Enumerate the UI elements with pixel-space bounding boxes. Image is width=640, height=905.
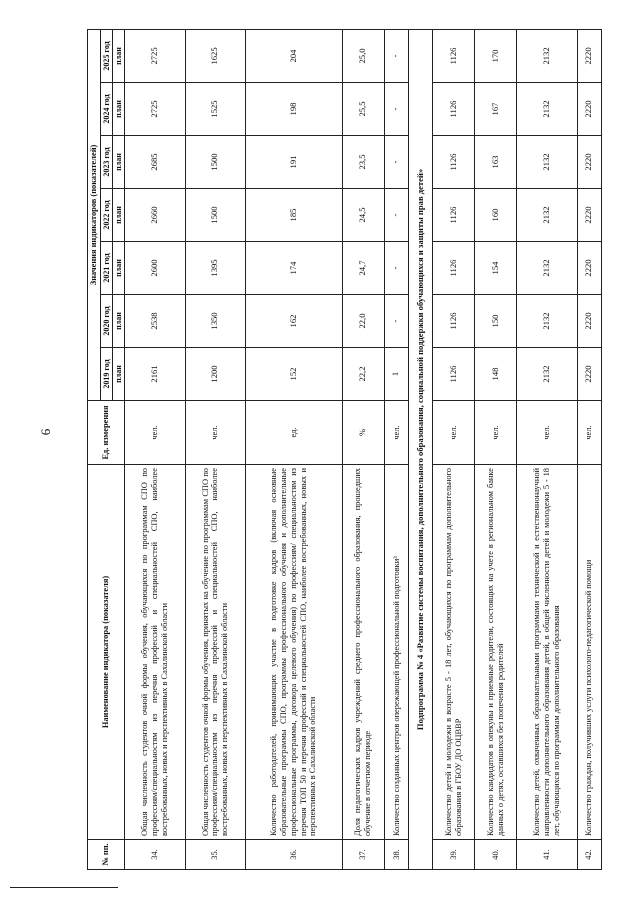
table-row	[245, 29, 342, 869]
indicator-value: 163	[475, 136, 517, 189]
row-number: 39.	[433, 840, 475, 870]
indicator-unit: чел.	[433, 401, 475, 465]
indicator-value: 2132	[517, 29, 577, 82]
indicator-value: 1500	[185, 136, 245, 189]
indicator-value: 2220	[577, 242, 601, 295]
indicator-value: 1625	[185, 29, 245, 82]
header-num: № пп.	[88, 840, 125, 870]
header-plan: план	[113, 136, 125, 189]
subprogram-title: Подпрограмма № 4 «Развитие системы воспитания, дополнительного образования, социальной поддержки обучающихся и защиты прав детей»	[409, 29, 433, 869]
table-row	[342, 29, 384, 869]
row-number: 42.	[577, 840, 601, 870]
indicator-value: 1126	[433, 348, 475, 401]
indicator-value: 2660	[125, 189, 185, 242]
header-plan: план	[113, 295, 125, 348]
indicator-unit: чел.	[185, 401, 245, 465]
header-plan: план	[113, 348, 125, 401]
indicator-value: 24,5	[342, 189, 384, 242]
indicator-value: -	[384, 29, 408, 82]
indicator-value: 198	[245, 83, 342, 136]
row-number: 35.	[185, 840, 245, 870]
row-number: 37.	[342, 840, 384, 870]
indicator-value: 25,5	[342, 83, 384, 136]
row-number: 34.	[125, 840, 185, 870]
indicator-value: 2132	[517, 83, 577, 136]
indicator-unit: чел.	[125, 401, 185, 465]
table-row	[185, 29, 245, 869]
indicator-value: 1126	[433, 29, 475, 82]
indicator-value: -	[384, 242, 408, 295]
table-row	[433, 29, 475, 869]
indicator-name: Количество детей, охваченных образовательными программами технической и естественнонаучной направленности дополнительного образования детей, в общей численности детей и молодежи 5 - 18 лет, обучающихся по программам дополнительного образования	[517, 465, 577, 840]
indicator-value: 148	[475, 348, 517, 401]
indicator-name: Общая численность студентов очной формы обучения, принятых на обучение по программам СПО по профессиям/специальностям из перечня профессий и специальностей СПО, наиболее востребованных, новых и перспективных в Сахалинской области	[185, 465, 245, 840]
indicator-value: 162	[245, 295, 342, 348]
indicator-value: 2161	[125, 348, 185, 401]
header-year: 2024 год	[100, 83, 112, 136]
header-year: 2025 год	[100, 29, 112, 82]
indicator-value: 174	[245, 242, 342, 295]
subprogram-row	[409, 29, 433, 869]
indicator-value: 1350	[185, 295, 245, 348]
indicator-value: 170	[475, 29, 517, 82]
indicator-unit: чел.	[517, 401, 577, 465]
indicator-value: 1126	[433, 136, 475, 189]
header-values-group: Значения индикаторов (показателей)	[88, 29, 101, 400]
indicator-value: 167	[475, 83, 517, 136]
table-row	[125, 29, 185, 869]
indicator-unit: чел.	[577, 401, 601, 465]
rotated-table-wrapper	[87, 30, 602, 870]
indicator-value: 160	[475, 189, 517, 242]
indicator-value: 23,5	[342, 136, 384, 189]
header-plan: план	[113, 83, 125, 136]
indicator-value: 2725	[125, 29, 185, 82]
header-year: 2022 год	[100, 189, 112, 242]
indicator-value: 1525	[185, 83, 245, 136]
indicator-name: Доля педагогических кадров учреждений среднего профессионального образования, прошедших обучение в отчетном периоде	[342, 465, 384, 840]
page-number: 6	[38, 428, 53, 436]
indicator-value: 152	[245, 348, 342, 401]
indicator-value: 1126	[433, 295, 475, 348]
indicator-value: 2725	[125, 83, 185, 136]
indicator-value: 2220	[577, 295, 601, 348]
indicator-value: 2220	[577, 83, 601, 136]
indicator-value: 2132	[517, 295, 577, 348]
row-number: 40.	[475, 840, 517, 870]
header-year: 2019 год	[100, 348, 112, 401]
indicator-value: 2132	[517, 242, 577, 295]
indicator-value: 24,7	[342, 242, 384, 295]
indicator-value: 204	[245, 29, 342, 82]
indicator-value: 1395	[185, 242, 245, 295]
indicator-value: 1126	[433, 242, 475, 295]
table-row	[475, 29, 517, 869]
header-plan: план	[113, 242, 125, 295]
indicator-value: -	[384, 136, 408, 189]
indicator-value: 1126	[433, 189, 475, 242]
row-number: 36.	[245, 840, 342, 870]
indicator-name: Количество работодателей, принимающих участие в подготовке кадров (включая основные образовательные программы СПО, программы профессионального обучения и дополнительные профессиональные программы, договора целевого обучения) по профессиям/ специальностям из перечня ТОП 50 и перечня профессий и специальностей СПО, наиболее востребованных, новых и перспективных в Сахалинской области	[245, 465, 342, 840]
indicator-value: 2220	[577, 189, 601, 242]
indicator-value: 2132	[517, 136, 577, 189]
table-row	[517, 29, 577, 869]
header-year: 2023 год	[100, 136, 112, 189]
indicator-name: Количество кандидатов в опекуны и приемные родители, состоящих на учете в региональном банке данных о детях, оставшихся без попечения родителей	[475, 465, 517, 840]
indicator-value: 1200	[185, 348, 245, 401]
indicator-value: 150	[475, 295, 517, 348]
indicator-value: 22,0	[342, 295, 384, 348]
footer-rule	[10, 887, 118, 888]
indicator-value: 1126	[433, 83, 475, 136]
indicator-value: 2600	[125, 242, 185, 295]
header-year: 2020 год	[100, 295, 112, 348]
header-unit: Ед. измерения	[88, 401, 125, 465]
indicator-value: 191	[245, 136, 342, 189]
table-row	[384, 29, 408, 869]
indicator-unit: чел.	[384, 401, 408, 465]
indicator-unit: чел.	[475, 401, 517, 465]
indicator-value: 2538	[125, 295, 185, 348]
indicator-unit: ед.	[245, 401, 342, 465]
indicator-name: Количество детей и молодежи в возрасте 5 - 18 лет, обучающихся по программам дополнительного образования в ГБОУ ДО ОЦВВР	[433, 465, 475, 840]
header-plan: план	[113, 29, 125, 82]
indicator-value: 2220	[577, 29, 601, 82]
header-year: 2021 год	[100, 242, 112, 295]
indicator-value: -	[384, 189, 408, 242]
indicator-value: 2220	[577, 348, 601, 401]
indicator-value: -	[384, 83, 408, 136]
indicator-name: Количество граждан, получивших услуги психолого-педагогической помощи	[577, 465, 601, 840]
indicator-unit: %	[342, 401, 384, 465]
indicator-value: 1	[384, 348, 408, 401]
indicator-value: 2220	[577, 136, 601, 189]
row-number: 41.	[517, 840, 577, 870]
indicator-name: Общая численность студентов очной формы обучения, обучающихся по программам СПО по профессиям/специальностям из перечня профессий и специальностей СПО, наиболее востребованных, новых и перспективных в Сахалинской области	[125, 465, 185, 840]
indicator-value: -	[384, 295, 408, 348]
header-name: Наименование индикатора (показателя)	[88, 465, 125, 840]
indicator-value: 185	[245, 189, 342, 242]
indicator-value: 154	[475, 242, 517, 295]
indicator-value: 22,2	[342, 348, 384, 401]
indicator-value: 2685	[125, 136, 185, 189]
indicators-table	[87, 29, 602, 870]
table-row	[577, 29, 601, 869]
row-number: 38.	[384, 840, 408, 870]
indicator-value: 2132	[517, 348, 577, 401]
header-plan: план	[113, 189, 125, 242]
indicator-name: Количество созданных центров опережающей профессиональной подготовки³	[384, 465, 408, 840]
indicator-value: 1500	[185, 189, 245, 242]
indicator-value: 25,0	[342, 29, 384, 82]
indicator-value: 2132	[517, 189, 577, 242]
